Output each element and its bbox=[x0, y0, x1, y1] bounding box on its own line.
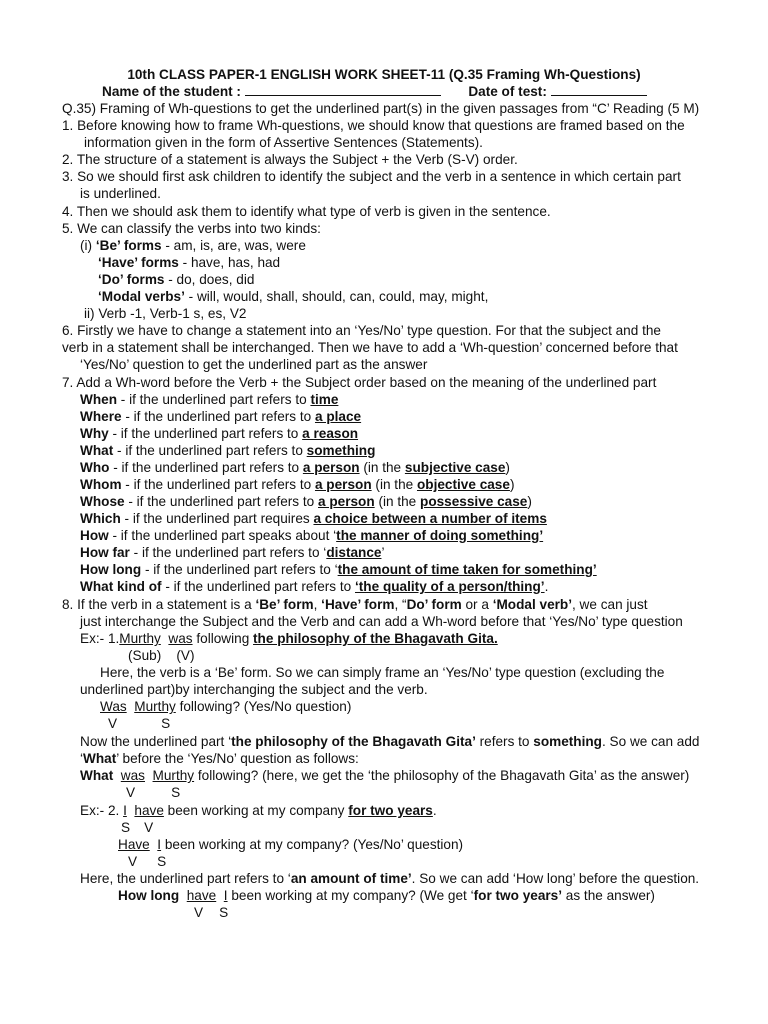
wh-rule-key: ‘the quality of a person/thing’ bbox=[355, 579, 545, 594]
text: ’ before the ‘Yes/No’ question as follows: bbox=[116, 751, 359, 766]
point-8-line-2: just interchange the Subject and the Verb and can add a Wh-word before that ‘Yes/No’ type question bbox=[80, 614, 683, 629]
text: Now the underlined part ‘ bbox=[80, 734, 232, 749]
example-2-yes-no-labels bbox=[128, 853, 166, 870]
point-6-line-3: ‘Yes/No’ question to get the underlined part as the answer bbox=[80, 357, 428, 372]
wh-word: Whose bbox=[80, 494, 125, 509]
underlined-part-ref: the philosophy of the Bhagavath Gita’ bbox=[231, 734, 476, 749]
wh-rule-key: time bbox=[310, 392, 339, 407]
yes-no-verb: Have bbox=[118, 837, 150, 852]
example-2-wh-question bbox=[118, 887, 655, 904]
point-1-line-1: 1. Before knowing how to frame Wh-questions, we should know that questions are framed based on the bbox=[62, 118, 685, 133]
text: . So we can add bbox=[602, 734, 700, 749]
wh-rule-post: (in the bbox=[371, 477, 417, 492]
wh-word: How bbox=[80, 528, 109, 543]
page-title: 10th CLASS PAPER-1 ENGLISH WORK SHEET-11 (Q.35 Framing Wh-Questions) bbox=[127, 67, 641, 82]
be-forms-term: ‘Be’ forms bbox=[95, 238, 162, 253]
example-2-yes-no-question bbox=[118, 836, 463, 853]
student-name-label: Name of the student : bbox=[102, 84, 241, 99]
modal-verb-term: ‘Modal verb’ bbox=[492, 597, 572, 612]
point-8-text: , we can just bbox=[572, 597, 648, 612]
example-2-verb: have bbox=[134, 803, 164, 818]
wh-word: What kind of bbox=[80, 579, 162, 594]
point-3-line-2: is underlined. bbox=[80, 186, 161, 201]
verb-label: V bbox=[126, 785, 136, 800]
wh-question-rest: been working at my company? (We get ‘ bbox=[227, 888, 474, 903]
subject-label: S bbox=[121, 820, 131, 835]
wh-word: Who bbox=[80, 460, 110, 475]
point-8-text: 8. If the verb in a statement is a bbox=[62, 597, 256, 612]
wh-word: Which bbox=[80, 511, 121, 526]
text: refers to bbox=[475, 734, 534, 749]
wh-word: How far bbox=[80, 545, 130, 560]
wh-rule-why bbox=[80, 425, 358, 442]
wh-word: Whom bbox=[80, 477, 122, 492]
student-name-blank[interactable] bbox=[245, 83, 441, 96]
subject-label: S bbox=[161, 716, 171, 731]
point-6-line-1: 6. Firstly we have to change a statement into an ‘Yes/No’ type question. For that the subject and the bbox=[62, 323, 661, 338]
wh-rule-key: a person bbox=[302, 460, 360, 475]
wh-rule-text: - if the underlined part refers to bbox=[113, 443, 307, 458]
example-2-here-line bbox=[80, 870, 699, 887]
yes-no-subject: Murthy bbox=[134, 699, 176, 714]
modal-verbs-term: ‘Modal verbs’ bbox=[98, 289, 185, 304]
example-1-yes-no-labels bbox=[108, 715, 170, 732]
wh-question-end: as the answer) bbox=[562, 888, 655, 903]
example-1-wh-labels bbox=[126, 784, 180, 801]
wh-rule-key: something bbox=[306, 443, 376, 458]
wh-rule-case: subjective case bbox=[404, 460, 506, 475]
example-1-wh-question bbox=[80, 767, 689, 784]
text: ‘ bbox=[80, 751, 84, 766]
be-forms-list: - am, is, are, was, were bbox=[161, 238, 306, 253]
example-1-underlined-part: the philosophy of the Bhagavath Gita. bbox=[253, 631, 498, 646]
verb-kind-modal bbox=[98, 288, 488, 305]
point-7: 7. Add a Wh-word before the Verb + the Subject order based on the meaning of the underlined part bbox=[62, 375, 657, 390]
wh-rule-key: the manner of doing something’ bbox=[336, 528, 544, 543]
example-2-end: . bbox=[432, 803, 437, 818]
wh-rule-text: - if the underlined part speaks about ‘ bbox=[108, 528, 337, 543]
wh-rule-post: . bbox=[544, 579, 549, 594]
example-1-add-line bbox=[80, 750, 359, 767]
wh-rule-text: - if the underlined part refers to bbox=[121, 409, 315, 424]
wh-rule-post: (in the bbox=[359, 460, 405, 475]
wh-rule-how bbox=[80, 527, 543, 544]
verb-label: V bbox=[128, 854, 138, 869]
example-2-sv-labels bbox=[121, 819, 153, 836]
verb-kind-do bbox=[98, 271, 254, 288]
verb-kind-have bbox=[98, 254, 280, 271]
wh-rule-post: ’ bbox=[381, 545, 385, 560]
wh-question-subject: I bbox=[223, 888, 228, 903]
example-2-subject: I bbox=[123, 803, 127, 818]
have-forms-list: - have, has, had bbox=[178, 255, 281, 270]
modal-verbs-list: - will, would, shall, should, can, could, may, might, bbox=[184, 289, 489, 304]
wh-rule-how-far bbox=[80, 544, 385, 561]
wh-rule-key: a choice between a number of items bbox=[313, 511, 547, 526]
wh-rule-key: distance bbox=[326, 545, 382, 560]
example-2-statement bbox=[80, 802, 437, 819]
wh-rule-text: - if the underlined part refers to bbox=[161, 579, 355, 594]
wh-rule-key: the amount of time taken for something’ bbox=[337, 562, 597, 577]
question-heading: Q.35) Framing of Wh-questions to get the underlined part(s) in the given passages from “C’ Reading (5 M) bbox=[62, 101, 700, 116]
wh-word: When bbox=[80, 392, 117, 407]
wh-rule-text: - if the underlined part refers to bbox=[124, 494, 318, 509]
verb-kind-ii: ii) Verb -1, Verb-1 s, es, V2 bbox=[84, 306, 247, 321]
have-form-term: ‘Have’ form bbox=[321, 597, 395, 612]
wh-word: Where bbox=[80, 409, 122, 424]
wh-word: What bbox=[80, 443, 114, 458]
example-1-verb: was bbox=[168, 631, 193, 646]
wh-question-rest: following? (here, we get the ‘the philosophy of the Bhagavath Gita’ as the answer) bbox=[194, 768, 690, 783]
subject-label: S bbox=[171, 785, 181, 800]
point-3-line-1: 3. So we should first ask children to identify the subject and the verb in a sentence in which certain part bbox=[62, 169, 681, 184]
date-of-test-blank[interactable] bbox=[551, 83, 647, 96]
date-of-test-label: Date of test: bbox=[468, 84, 547, 99]
point-2: 2. The structure of a statement is always the Subject + the Verb (S-V) order. bbox=[62, 152, 518, 167]
wh-rule-case: objective case bbox=[416, 477, 510, 492]
point-1-line-2: information given in the form of Assertive Sentences (Statements). bbox=[84, 135, 483, 150]
verb-label: V bbox=[108, 716, 118, 731]
wh-word: How long bbox=[118, 888, 180, 903]
verb-label: V bbox=[194, 905, 204, 920]
wh-rule-key: a reason bbox=[302, 426, 359, 441]
example-2-text: been working at my company bbox=[163, 803, 349, 818]
verb-kind-i-prefix: (i) bbox=[80, 238, 96, 253]
wh-word: Why bbox=[80, 426, 109, 441]
wh-rule-text: - if the underlined part refers to bbox=[109, 460, 303, 475]
example-2-wh-labels bbox=[194, 904, 228, 921]
point-8-line-1 bbox=[62, 596, 648, 613]
wh-rule-what-kind-of bbox=[80, 578, 548, 595]
point-8-text: , “ bbox=[394, 597, 407, 612]
wh-word: What bbox=[80, 768, 114, 783]
wh-rule-which bbox=[80, 510, 547, 527]
wh-rule-who bbox=[80, 459, 510, 476]
have-forms-term: ‘Have’ forms bbox=[98, 255, 179, 270]
example-1-statement bbox=[80, 630, 498, 647]
be-form-term: ‘Be’ form bbox=[255, 597, 314, 612]
wh-rule-post: (in the bbox=[374, 494, 421, 509]
wh-rule-text: - if the underlined part requires bbox=[120, 511, 314, 526]
wh-rule-where bbox=[80, 408, 361, 425]
example-1-explanation-line-1: Here, the verb is a ‘Be’ form. So we can simply frame an ‘Yes/No’ type question (excluding the bbox=[100, 665, 665, 680]
wh-rule-whose bbox=[80, 493, 532, 510]
yes-no-subject: I bbox=[157, 837, 162, 852]
yes-no-rest: been working at my company? (Yes/No’ question) bbox=[161, 837, 464, 852]
example-1-prefix: Ex:- 1. bbox=[80, 631, 120, 646]
point-5: 5. We can classify the verbs into two kinds: bbox=[62, 221, 321, 236]
do-forms-list: - do, does, did bbox=[164, 272, 255, 287]
wh-word: How long bbox=[80, 562, 142, 577]
wh-rule-text: - if the underlined part refers to ‘ bbox=[129, 545, 327, 560]
point-8-text: or a bbox=[461, 597, 493, 612]
example-1-text: following bbox=[192, 631, 254, 646]
subject-label: S bbox=[219, 905, 229, 920]
point-6-line-2: verb in a statement shall be interchanged. Then we have to add a ‘Wh-question’ concerned before that bbox=[62, 340, 678, 355]
wh-rule-close: ) bbox=[505, 460, 510, 475]
example-2-prefix: Ex:- 2. bbox=[80, 803, 124, 818]
wh-answer: for two years’ bbox=[473, 888, 563, 903]
wh-word-term: What bbox=[83, 751, 117, 766]
yes-no-verb: Was bbox=[100, 699, 127, 714]
text: Here, the underlined part refers to ‘ bbox=[80, 871, 291, 886]
verb-kind-be bbox=[80, 237, 306, 254]
verb-label: V bbox=[144, 820, 154, 835]
wh-rule-how-long bbox=[80, 561, 597, 578]
wh-rule-what bbox=[80, 442, 375, 459]
yes-no-rest: following? (Yes/No question) bbox=[175, 699, 352, 714]
do-forms-term: ‘Do’ forms bbox=[98, 272, 165, 287]
wh-question-subject: Murthy bbox=[152, 768, 195, 783]
text: . So we can add ‘How long’ before the question. bbox=[411, 871, 700, 886]
do-form-term: Do’ form bbox=[406, 597, 462, 612]
example-1-subject: Murthy bbox=[119, 631, 161, 646]
wh-rule-text: - if the underlined part refers to bbox=[117, 392, 311, 407]
example-1-now-line bbox=[80, 733, 700, 750]
student-info-row bbox=[102, 83, 647, 100]
wh-rule-text: - if the underlined part refers to bbox=[121, 477, 315, 492]
wh-rule-key: a person bbox=[318, 494, 375, 509]
wh-question-verb: was bbox=[120, 768, 145, 783]
wh-rule-text: - if the underlined part refers to ‘ bbox=[141, 562, 338, 577]
refers-to-term: something bbox=[533, 734, 602, 749]
example-1-yes-no-question bbox=[100, 698, 351, 715]
subject-label: S bbox=[157, 854, 167, 869]
point-8-text: , bbox=[313, 597, 322, 612]
wh-rule-key: a place bbox=[314, 409, 362, 424]
example-1-explanation-line-2: underlined part)by interchanging the subject and the verb. bbox=[80, 682, 428, 697]
wh-rule-when bbox=[80, 391, 338, 408]
point-4: 4. Then we should ask them to identify what type of verb is given in the sentence. bbox=[62, 204, 551, 219]
refers-to-term: an amount of time’ bbox=[290, 871, 412, 886]
example-2-underlined-part: for two years bbox=[348, 803, 433, 818]
wh-rule-key: a person bbox=[314, 477, 372, 492]
wh-question-verb: have bbox=[186, 888, 217, 903]
example-1-sv-labels: (Sub) (V) bbox=[128, 648, 195, 663]
wh-rule-close: ) bbox=[527, 494, 532, 509]
wh-rule-close: ) bbox=[509, 477, 515, 492]
wh-rule-whom bbox=[80, 476, 514, 493]
wh-rule-text: - if the underlined part refers to bbox=[108, 426, 303, 441]
wh-rule-case: possessive case bbox=[420, 494, 528, 509]
